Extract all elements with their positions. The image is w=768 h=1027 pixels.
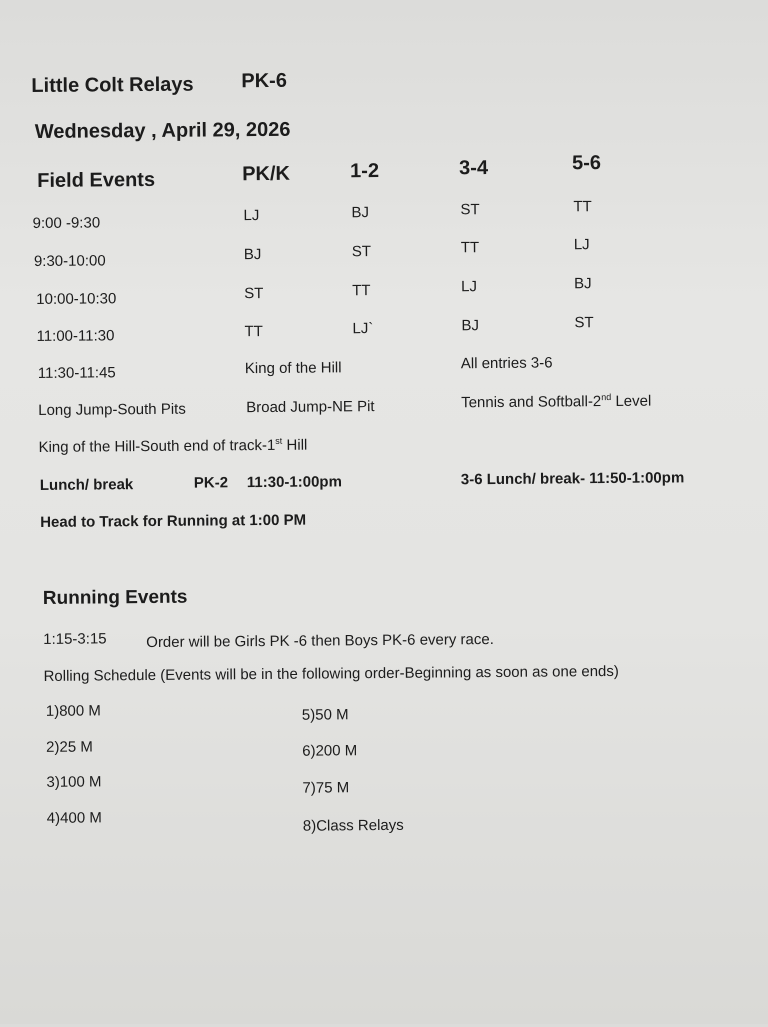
table-row-time: 11:00-11:30 — [36, 327, 115, 345]
running-event-item: 2)25 M — [46, 738, 93, 756]
location-long-jump: Long Jump-South Pits — [38, 400, 186, 419]
table-cell: BJ — [351, 204, 370, 222]
column-header-3-4: 3-4 — [459, 157, 489, 180]
event-name: Little Colt Relays — [31, 73, 194, 98]
column-header-pkk: PK/K — [242, 162, 291, 186]
column-header-1-2: 1-2 — [350, 159, 380, 183]
head-to-track-note: Head to Track for Running at 1:00 PM — [40, 511, 307, 531]
running-event-item: 3)100 M — [46, 773, 102, 791]
table-cell: LJ` — [352, 320, 374, 338]
table-cell: TT — [573, 198, 592, 216]
event-date: Wednesday , April 29, 2026 — [34, 118, 291, 143]
running-event-item: 8)Class Relays — [302, 816, 404, 835]
running-event-item: 7)75 M — [302, 779, 350, 797]
field-events-heading: Field Events — [37, 168, 156, 192]
running-event-item: 4)400 M — [46, 809, 102, 827]
table-cell: ST — [460, 201, 480, 219]
lunch-pk2-time: 11:30-1:00pm — [246, 473, 342, 492]
koth-time: 11:30-11:45 — [37, 364, 116, 382]
koth-label: King of the Hill — [244, 359, 342, 378]
running-event-item: 6)200 M — [302, 742, 358, 760]
table-cell: TT — [460, 239, 480, 257]
lunch-label: Lunch/ break — [39, 476, 134, 494]
table-cell: BJ — [574, 275, 592, 293]
table-cell: TT — [244, 323, 263, 341]
table-cell: ST — [351, 243, 372, 261]
event-grades: PK-6 — [241, 69, 288, 93]
lunch-3-6: 3-6 Lunch/ break- 11:50-1:00pm — [460, 469, 685, 489]
location-broad-jump: Broad Jump-NE Pit — [246, 398, 375, 417]
table-cell: LJ — [243, 207, 260, 225]
koth-entries: All entries 3-6 — [460, 354, 553, 373]
table-cell: BJ — [243, 246, 262, 264]
running-order-note: Order will be Girls PK -6 then Boys PK-6 every race. — [146, 631, 494, 652]
rolling-schedule-note: Rolling Schedule (Events will be in the following order-Beginning as soon as one ends) — [43, 662, 619, 685]
lunch-pk2-group: PK-2 — [193, 474, 229, 492]
table-cell: LJ — [461, 278, 478, 296]
running-events-heading: Running Events — [42, 586, 188, 609]
table-cell: ST — [574, 314, 594, 332]
location-tennis-softball: Tennis and Softball-2nd Level — [461, 391, 652, 412]
location-king-of-the-hill: King of the Hill-South end of track-1st Hill — [38, 435, 308, 456]
column-header-5-6: 5-6 — [571, 152, 602, 175]
running-time: 1:15-3:15 — [43, 630, 107, 648]
table-row-time: 10:00-10:30 — [36, 290, 117, 308]
table-cell: TT — [352, 282, 371, 300]
table-cell: BJ — [461, 317, 480, 335]
table-row-time: 9:30-10:00 — [33, 252, 106, 271]
table-cell: LJ — [573, 236, 590, 254]
table-cell: ST — [244, 285, 264, 303]
table-row-time: 9:00 -9:30 — [32, 214, 101, 233]
running-event-item: 1)800 M — [45, 702, 101, 720]
running-event-item: 5)50 M — [301, 706, 349, 724]
